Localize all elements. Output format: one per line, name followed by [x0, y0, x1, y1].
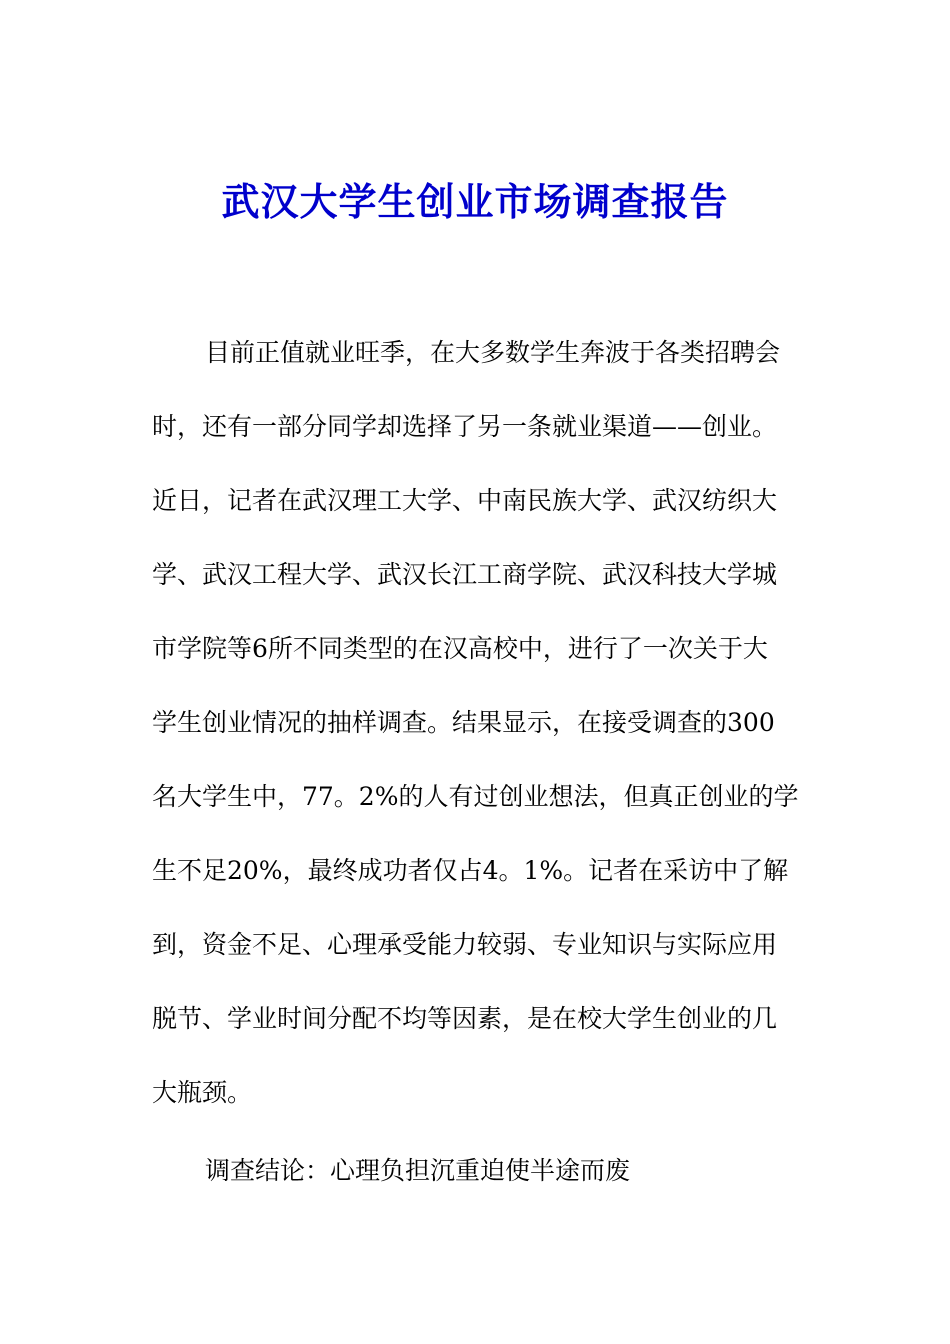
section-heading: 调查结论：心理负担沉重迫使半途而废 [205, 1156, 631, 1185]
paragraph-line: 到，资金不足、心理承受能力较弱、专业知识与实际应用 [152, 930, 778, 959]
paragraph-line: 脱节、学业时间分配不均等因素，是在校大学生创业的几 [152, 1004, 778, 1033]
paragraph-intro [152, 333, 792, 793]
paragraph-line: 学生创业情况的抽样调查。结果显示，在接受调查的300 [152, 708, 775, 737]
paragraph-line: 生不足20%，最终成功者仅占4。1%。记者在采访中了解 [152, 856, 789, 885]
paragraph-intro-continued [152, 777, 799, 1117]
paragraph-line: 名大学生中，77。2%的人有过创业想法，但真正创业的学 [152, 782, 799, 811]
paragraph-conclusion [152, 1151, 792, 1195]
paragraph-line: 大瓶颈。 [152, 1078, 253, 1107]
paragraph-line: 目前正值就业旺季，在大多数学生奔波于各类招聘会 [205, 338, 781, 367]
paragraph-line: 学、武汉工程大学、武汉长江工商学院、武汉科技大学城 [152, 560, 778, 589]
paragraph-line: 近日，记者在武汉理工大学、中南民族大学、武汉纺织大 [152, 486, 778, 515]
document-title: 武汉大学生创业市场调查报告 [221, 179, 729, 224]
paragraph-line: 市学院等6所不同类型的在汉高校中，进行了一次关于大 [152, 634, 768, 663]
paragraph-line: 时，还有一部分同学却选择了另一条就业渠道——创业。 [152, 412, 778, 441]
